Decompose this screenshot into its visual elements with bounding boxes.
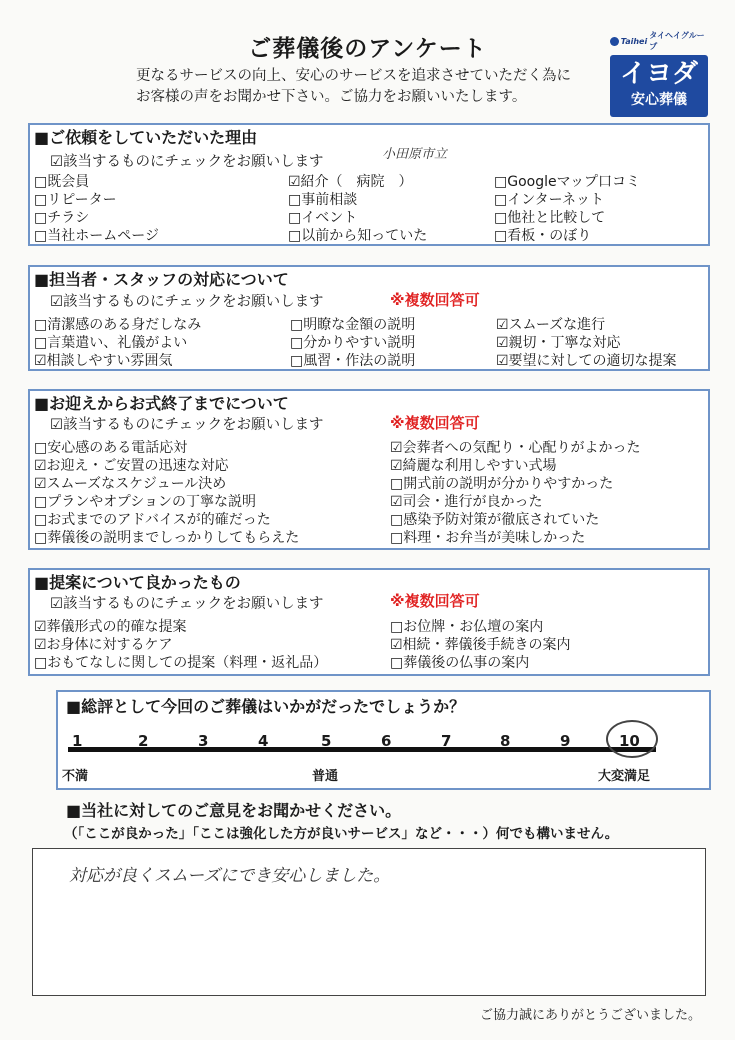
scale-label-low: 不満 bbox=[62, 769, 89, 784]
logo-mark-icon bbox=[610, 37, 619, 46]
rating-5[interactable]: 5 bbox=[321, 732, 332, 750]
intro-line-1: 更なるサービスの向上、安心のサービスを追求させていただく為に bbox=[136, 68, 571, 84]
section-instruction: ☑該当するものにチェックをお願いします bbox=[50, 154, 324, 170]
option-quick-pickup[interactable]: ☑お迎え・ご安置の迅速な対応 bbox=[34, 458, 229, 474]
rating-question: ■総評として今回のご葬儀はいかがだったでしょうか？ bbox=[66, 697, 466, 716]
section-good-proposals bbox=[28, 568, 710, 676]
section-instruction: ☑該当するものにチェックをお願いします bbox=[50, 417, 324, 433]
rating-1[interactable]: 1 bbox=[72, 732, 83, 750]
option-compared[interactable]: □他社と比較して bbox=[494, 210, 606, 226]
option-clean-appearance[interactable]: □清潔感のある身だしなみ bbox=[34, 317, 202, 333]
option-memorial-guide[interactable]: □葬儀後の仏事の案内 bbox=[390, 655, 530, 671]
option-good-food[interactable]: □料理・お弁当が美味しかった bbox=[390, 530, 586, 546]
page-title: ご葬儀後のアンケート bbox=[248, 36, 487, 62]
opinion-answer: 対応が良くスムーズにでき安心しました。 bbox=[69, 866, 391, 886]
company-logo bbox=[610, 30, 710, 117]
section-request-reason bbox=[28, 123, 710, 246]
option-google-maps[interactable]: □Googleマップ口コミ bbox=[494, 174, 641, 190]
option-inheritance-guide[interactable]: ☑相続・葬儀後手続きの案内 bbox=[390, 637, 571, 653]
option-signboard[interactable]: □看板・のぼり bbox=[494, 228, 592, 244]
section-instruction: ☑該当するものにチェックをお願いします bbox=[50, 294, 324, 310]
intro-line-2: お客様の声をお聞かせ下さい。ご協力をお願いいたします。 bbox=[136, 89, 527, 105]
logo-badge bbox=[610, 55, 708, 117]
option-existing-member[interactable]: □既会員 bbox=[34, 174, 90, 190]
section-instruction: ☑該当するものにチェックをお願いします bbox=[50, 596, 324, 612]
logo-group: タイヘイグループ bbox=[649, 31, 705, 51]
option-clear-explain[interactable]: □分かりやすい説明 bbox=[290, 335, 416, 351]
option-funeral-form[interactable]: ☑葬儀形式の的確な提案 bbox=[34, 619, 187, 635]
option-clear-price[interactable]: □明瞭な金額の説明 bbox=[290, 317, 416, 333]
scale-label-mid: 普通 bbox=[312, 769, 339, 784]
rating-9[interactable]: 9 bbox=[560, 732, 571, 750]
section-title: ■担当者・スタッフの対応について bbox=[34, 270, 289, 289]
overall-rating bbox=[56, 690, 711, 790]
opinion-subtitle: （「ここが良かった」「ここは強化した方が良いサービス」など・・・）何でも構いません。 bbox=[64, 826, 619, 842]
logo-main-text: イヨダ bbox=[619, 59, 698, 89]
handwritten-note: 小田原市立 bbox=[382, 147, 448, 162]
logo-header bbox=[610, 30, 710, 52]
rating-3[interactable]: 3 bbox=[198, 732, 209, 750]
option-good-mc[interactable]: ☑司会・進行が良かった bbox=[390, 494, 543, 510]
rating-7[interactable]: 7 bbox=[441, 732, 452, 750]
option-homepage[interactable]: □当社ホームページ bbox=[34, 228, 159, 244]
multi-answer-note: ※複数回答可 bbox=[390, 414, 480, 432]
option-custom-explain[interactable]: □風習・作法の説明 bbox=[290, 353, 416, 369]
option-proper-proposal[interactable]: ☑要望に対しての適切な提案 bbox=[496, 353, 677, 369]
multi-answer-note: ※複数回答可 bbox=[390, 592, 480, 610]
opinion-title: ■当社に対してのご意見をお聞かせください。 bbox=[66, 801, 402, 820]
logo-sub-text: 安心葬儀 bbox=[631, 92, 687, 108]
section-title: ■提案について良かったもの bbox=[34, 573, 241, 592]
option-referral[interactable]: ☑紹介（ 病院 ） bbox=[288, 174, 413, 190]
option-pre-explain[interactable]: □開式前の説明が分かりやすかった bbox=[390, 476, 614, 492]
option-after-explain[interactable]: □葬儀後の説明までしっかりしてもらえた bbox=[34, 530, 300, 546]
rating-10[interactable]: 10 bbox=[619, 732, 640, 750]
option-kind-response[interactable]: ☑親切・丁寧な対応 bbox=[496, 335, 621, 351]
selected-rating-circle bbox=[606, 720, 658, 758]
logo-brand: Taihei bbox=[620, 36, 648, 46]
option-polite-words[interactable]: □言葉遣い、礼儀がよい bbox=[34, 335, 188, 351]
footer-thanks: ご協力誠にありがとうございました。 bbox=[480, 1008, 702, 1023]
rating-2[interactable]: 2 bbox=[138, 732, 149, 750]
option-easy-consult[interactable]: ☑相談しやすい雰囲気 bbox=[34, 353, 173, 369]
option-infection-control[interactable]: □感染予防対策が徹底されていた bbox=[390, 512, 600, 528]
option-phone-response[interactable]: □安心感のある電話応対 bbox=[34, 440, 188, 456]
rating-6[interactable]: 6 bbox=[381, 732, 392, 750]
section-pickup-to-ceremony bbox=[28, 389, 710, 550]
intro-text bbox=[136, 66, 571, 108]
option-advance-consult[interactable]: □事前相談 bbox=[288, 192, 358, 208]
multi-answer-note: ※複数回答可 bbox=[390, 291, 480, 309]
option-plan-explain[interactable]: □プランやオプションの丁寧な説明 bbox=[34, 494, 256, 510]
section-title: ■お迎えからお式終了までについて bbox=[34, 394, 289, 413]
section-title: ■ご依頼をしていただいた理由 bbox=[34, 128, 258, 147]
option-internet[interactable]: □インターネット bbox=[494, 192, 604, 208]
option-repeater[interactable]: □リピーター bbox=[34, 192, 117, 208]
option-flyer[interactable]: □チラシ bbox=[34, 210, 90, 226]
option-advice[interactable]: □お式までのアドバイスが的確だった bbox=[34, 512, 271, 528]
option-hospitality[interactable]: □おもてなしに関しての提案（料理・返礼品） bbox=[34, 655, 328, 671]
option-event[interactable]: □イベント bbox=[288, 210, 358, 226]
option-altar-guide[interactable]: □お位牌・お仏壇の案内 bbox=[390, 619, 544, 635]
option-attendee-care[interactable]: ☑会葬者への気配り・心配りがよかった bbox=[390, 440, 641, 456]
option-smooth-progress[interactable]: ☑スムーズな進行 bbox=[496, 317, 606, 333]
option-body-care[interactable]: ☑お身体に対するケア bbox=[34, 637, 173, 653]
rating-4[interactable]: 4 bbox=[258, 732, 269, 750]
opinion-textarea[interactable] bbox=[32, 848, 706, 996]
option-known-before[interactable]: □以前から知っていた bbox=[288, 228, 428, 244]
option-smooth-schedule[interactable]: ☑スムーズなスケジュール決め bbox=[34, 476, 227, 492]
rating-8[interactable]: 8 bbox=[500, 732, 511, 750]
option-clean-venue[interactable]: ☑綺麗な利用しやすい式場 bbox=[390, 458, 557, 474]
scale-label-high: 大変満足 bbox=[598, 769, 651, 784]
section-staff-response bbox=[28, 265, 710, 371]
